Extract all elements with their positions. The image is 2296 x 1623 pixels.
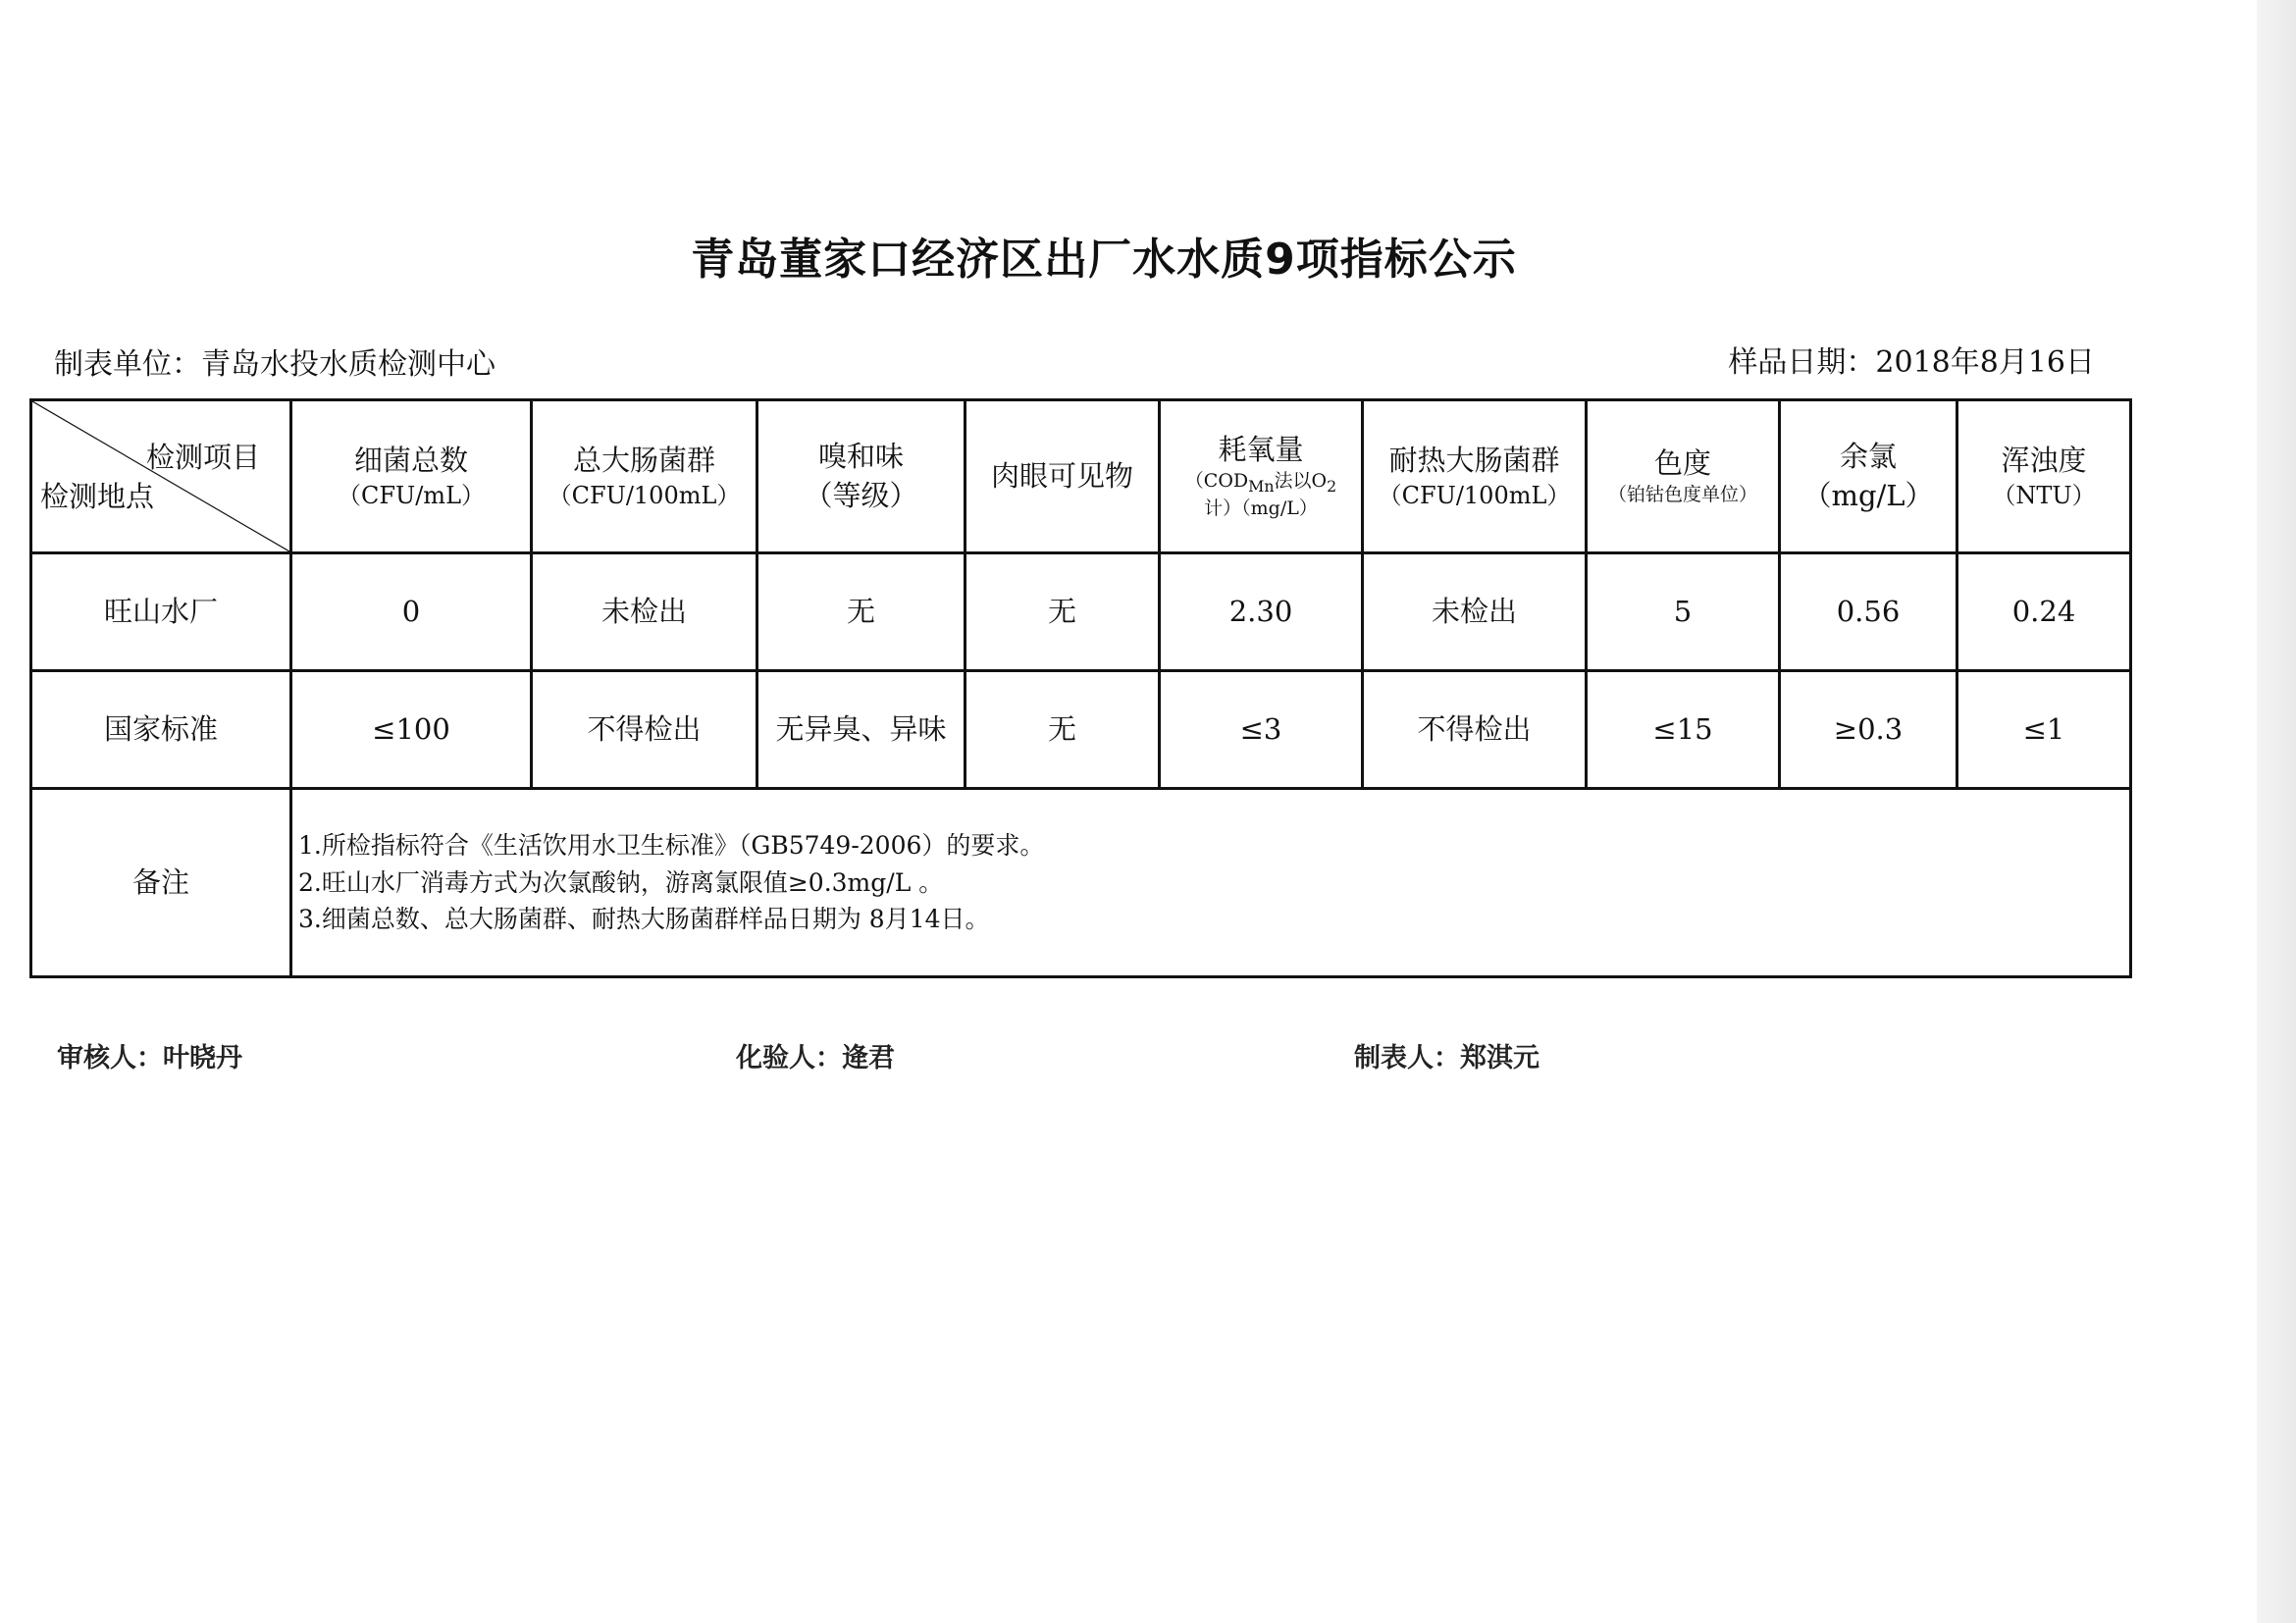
col-header: 嗅和味 （等级） [757, 400, 965, 553]
header-row [31, 400, 2131, 553]
table-cell: 0.56 [1780, 553, 1957, 671]
col-header: 色度 （铂钴色度单位） [1587, 400, 1780, 553]
table-cell: 5 [1587, 553, 1780, 671]
note-line: 3.细菌总数、总大肠菌群、耐热大肠菌群样品日期为 8月14日。 [298, 905, 990, 934]
notes-cell [291, 789, 2131, 977]
table-cell: 2.30 [1160, 553, 1363, 671]
notes-label: 备注 [31, 789, 291, 977]
col-header: 总大肠菌群 （CFU/100mL） [532, 400, 757, 553]
table-row [31, 553, 2131, 671]
scan-edge [2257, 0, 2296, 1623]
note-line: 2.旺山水厂消毒方式为次氯酸钠，游离氯限值≥0.3mg/L 。 [298, 867, 944, 897]
col-header: 浑浊度 （NTU） [1957, 400, 2131, 553]
table-cell: 不得检出 [1363, 671, 1587, 789]
col-header: 耐热大肠菌群 （CFU/100mL） [1363, 400, 1587, 553]
table-cell: ≤3 [1160, 671, 1363, 789]
row-label: 旺山水厂 [31, 553, 291, 671]
sample-date: 样品日期：2018年8月16日 [1728, 345, 2095, 380]
table-cell: 0.24 [1957, 553, 2131, 671]
water-quality-table [29, 398, 2132, 978]
corner-cell [31, 400, 291, 553]
table-cell: ≤100 [291, 671, 532, 789]
table-cell: ≥0.3 [1780, 671, 1957, 789]
table-cell: 无 [965, 671, 1160, 789]
note-line: 1.所检指标符合《生活饮用水卫生标准》（GB5749-2006）的要求。 [298, 831, 1045, 861]
page-title: 青岛董家口经济区出厂水水质9项指标公示 [691, 235, 1517, 285]
row-label: 国家标准 [31, 671, 291, 789]
table-cell: 不得检出 [532, 671, 757, 789]
table-row [31, 671, 2131, 789]
table-cell: 未检出 [532, 553, 757, 671]
tester-signature: 化验人：逄君 [736, 1043, 895, 1073]
col-header: 细菌总数 （CFU/mL） [291, 400, 532, 553]
reviewer-signature: 审核人：叶晓丹 [57, 1043, 242, 1073]
table-cell: 无异臭、异味 [757, 671, 965, 789]
corner-item-label: 检测项目 [145, 441, 260, 474]
preparer-signature: 制表人：郑淇元 [1354, 1043, 1539, 1073]
table-cell: ≤1 [1957, 671, 2131, 789]
table-cell: 无 [757, 553, 965, 671]
table-cell: 未检出 [1363, 553, 1587, 671]
notes-row [31, 789, 2131, 977]
col-header: 耗氧量 （$COD_{Mn}$法以$O_2$ 计）（mg/L） [1160, 400, 1363, 553]
corner-site-label: 检测地点 [40, 479, 155, 513]
table-cell: 无 [965, 553, 1160, 671]
issuing-unit: 制表单位：青岛水投水质检测中心 [54, 347, 496, 382]
table-cell: ≤15 [1587, 671, 1780, 789]
col-header: 肉眼可见物 [965, 400, 1160, 553]
col-header: 余氯 （mg/L） [1780, 400, 1957, 553]
table-cell: 0 [291, 553, 532, 671]
